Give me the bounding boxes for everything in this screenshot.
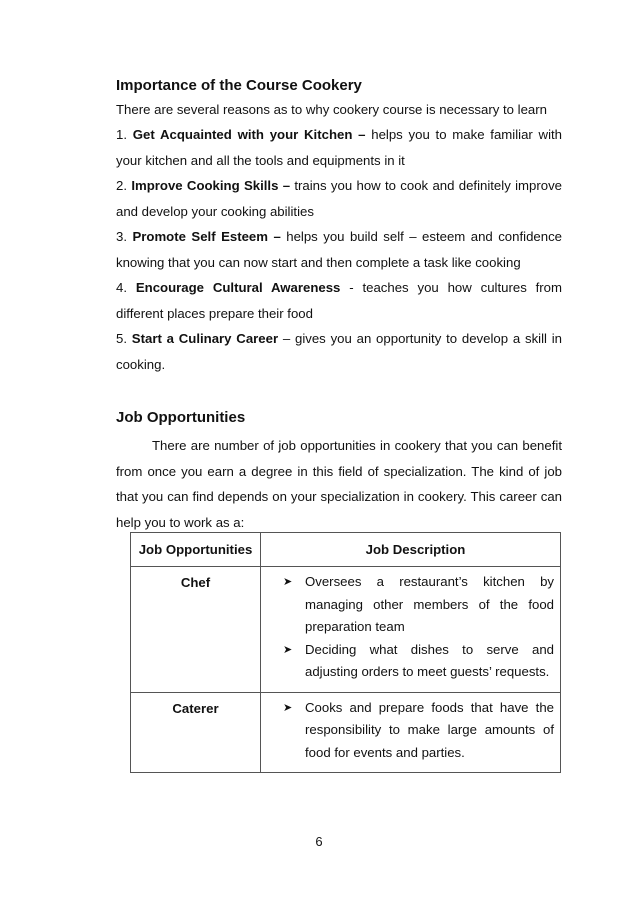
- bullet-text: Oversees a restaurant’s kitchen by managing other members of the food preparation team: [305, 574, 554, 634]
- bullet-item: [283, 571, 554, 639]
- job-paragraph: There are number of job opportunities in cookery that you can benefit from once you earn a degree in this field of specialization. The kind of job that you can find depends on your specialization in cookery. This career can help you to work as a:: [116, 438, 562, 530]
- list-item-3: [116, 224, 562, 275]
- table-header-row: [131, 533, 561, 567]
- item-heading: Encourage Cultural Awareness: [135, 280, 341, 295]
- header-job-description: Job Description: [261, 533, 561, 567]
- item-number: 4.: [116, 280, 127, 295]
- list-item-4: [116, 275, 562, 326]
- list-item-1: [116, 122, 562, 173]
- description-cell: [261, 692, 561, 773]
- page-number: 6: [315, 834, 323, 849]
- item-number: 3.: [116, 229, 127, 244]
- item-heading: Improve Cooking Skills –: [131, 178, 291, 193]
- item-number: 2.: [116, 178, 127, 193]
- list-item-2: [116, 173, 562, 224]
- intro-paragraph: There are several reasons as to why cookery course is necessary to learn: [116, 102, 547, 117]
- item-text: – gives you an opportunity to develop a skill in cooking.: [116, 331, 562, 372]
- bullet-item: [283, 639, 554, 684]
- job-table: [130, 532, 561, 773]
- item-number: 5.: [116, 331, 127, 346]
- arrow-bullet-icon: ➤: [283, 576, 293, 588]
- table-row: [131, 692, 561, 773]
- item-heading: Promote Self Esteem –: [132, 229, 281, 244]
- bullet-text: Cooks and prepare foods that have the responsibility to make large amounts of food for events and parties.: [305, 699, 554, 760]
- item-text: trains you how to cook and definitely improve and develop your cooking abilities: [116, 178, 562, 219]
- header-job-opportunities: Job Opportunities: [131, 533, 261, 567]
- list-item-5: [116, 326, 562, 377]
- item-text: - teaches you how cultures from different places prepare their food: [116, 280, 562, 321]
- section-title-importance: Importance of the Course Cookery: [116, 77, 362, 94]
- item-text: helps you build self – esteem and confidence knowing that you can now start and then complete a task like cooking: [116, 229, 562, 270]
- item-text: helps you to make familiar with your kitchen and all the tools and equipments in it: [116, 127, 562, 168]
- section-title-job-opportunities: Job Opportunities: [116, 409, 246, 426]
- arrow-bullet-icon: ➤: [283, 701, 293, 714]
- arrow-bullet-icon: ➤: [283, 643, 293, 656]
- bullet-item: [283, 697, 554, 765]
- description-cell: [261, 567, 561, 693]
- item-heading: Start a Culinary Career: [131, 331, 279, 346]
- item-number: 1.: [116, 127, 127, 142]
- role-cell: Caterer: [131, 692, 261, 773]
- item-heading: Get Acquainted with your Kitchen –: [132, 127, 366, 142]
- table-row: [131, 567, 561, 693]
- bullet-text: Deciding what dishes to serve and adjusting orders to meet guests’ requests.: [305, 641, 554, 679]
- role-cell: Chef: [131, 567, 261, 693]
